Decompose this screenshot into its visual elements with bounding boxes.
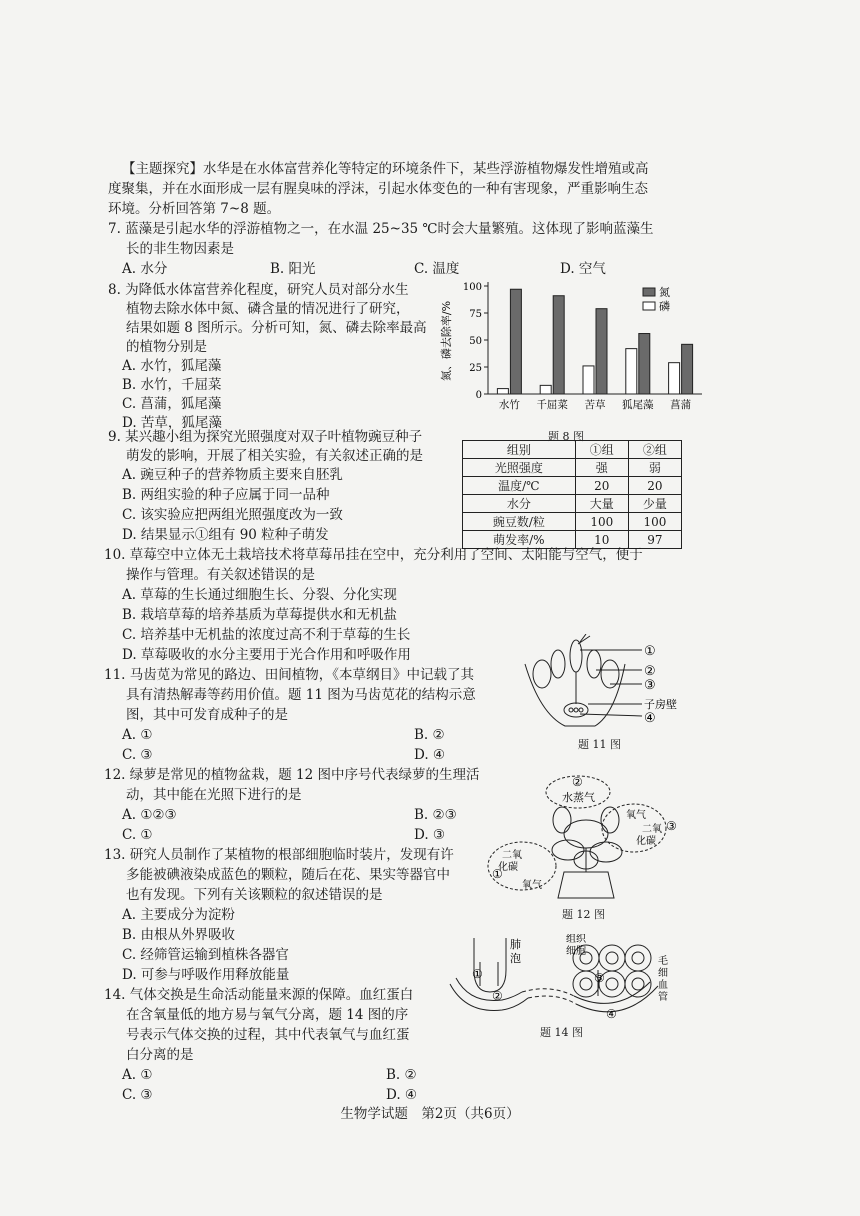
fig12-label-co2-out-1: 二氧	[642, 824, 662, 835]
petal-left	[533, 660, 551, 688]
table-cell: 20	[628, 477, 681, 495]
q13-stem-1: 13. 研究人员制作了某植物的根部细胞临时装片，发现有许	[104, 847, 454, 863]
x-tick-label: 水竹	[498, 399, 520, 411]
q14-stem-1: 14. 气体交换是生命活动能量来源的保障。血红蛋白	[104, 987, 414, 1003]
tissue-cell	[599, 945, 625, 971]
table-header-cell: 组别	[463, 441, 576, 459]
fig11-label-2: ②	[644, 664, 656, 679]
fig14-label-capillary-4: 管	[658, 992, 668, 1003]
q8-option-a[interactable]: A. 水竹，狐尾藻	[122, 358, 222, 374]
q8-stem-1: 8. 为降低水体富营养化程度，研究人员对部分水生	[108, 282, 409, 298]
bar-phosphorus	[497, 389, 508, 394]
table-cell: 豌豆数/粒	[463, 513, 576, 531]
figure-12-caption: 题 12 图	[562, 908, 605, 921]
table-cell: 少量	[628, 495, 681, 513]
fig14-label-4: ④	[606, 1007, 617, 1021]
capillary-lower-left	[450, 984, 528, 1010]
bar-nitrogen	[596, 309, 607, 394]
q12-option-b[interactable]: B. ②③	[414, 807, 457, 823]
q9-stem-1: 9. 某兴趣小组为探究光照强度对双子叶植物豌豆种子	[108, 429, 423, 445]
table-row	[463, 477, 682, 495]
legend-swatch-phosphorus	[643, 302, 655, 310]
figure-12-plant-diagram	[486, 768, 686, 908]
q8-option-d[interactable]: D. 苦草，狐尾藻	[122, 415, 222, 431]
fig11-label-ovary-wall: 子房壁	[644, 698, 677, 711]
fig12-label-oxygen-in: 氧气	[626, 810, 646, 821]
q11-option-b[interactable]: B. ②	[414, 727, 445, 743]
table-header-row	[463, 441, 682, 459]
fig14-label-capillary-3: 血	[658, 980, 668, 991]
bar-phosphorus	[540, 385, 551, 394]
q14-stem-4: 白分离的是	[126, 1047, 194, 1063]
q7-option-b[interactable]: B. 阳光	[270, 261, 316, 277]
bar-nitrogen	[639, 334, 650, 394]
fig11-label-4: ④	[644, 711, 656, 726]
bar-phosphorus	[669, 363, 680, 394]
figure-8-chart	[440, 276, 710, 426]
y-tick-label: 100	[462, 282, 482, 293]
q14-option-a[interactable]: A. ①	[122, 1067, 153, 1083]
q8-stem-2: 植物去除水体中氮、磷含量的情况进行了研究，	[126, 301, 410, 317]
chart-y-axis-label: 氮、磷去除率/%	[440, 300, 453, 382]
q10-option-a[interactable]: A. 草莓的生长通过细胞生长、分裂、分化实现	[122, 587, 397, 603]
fig12-label-water-vapor: 水蒸气	[562, 791, 595, 804]
q14-stem-2: 在含氧量低的地方易与氧气分离，题 14 图的序	[126, 1007, 409, 1023]
intro-line-1: 【主题探究】水华是在水体富营养化等特定的环境条件下，某些浮游植物爆发性增殖或高	[122, 161, 649, 177]
leaf	[553, 807, 571, 833]
table-row	[463, 495, 682, 513]
table-cell: 弱	[628, 459, 681, 477]
legend-label-nitrogen: 氮	[659, 286, 670, 299]
q14-option-c[interactable]: C. ③	[122, 1087, 153, 1103]
legend-swatch-nitrogen	[643, 288, 655, 296]
q9-stem-2: 萌发的影响，开展了相关实验，有关叙述正确的是	[126, 448, 423, 464]
fig14-label-2: ②	[492, 989, 503, 1003]
fig14-label-tissue-2: 细胞	[566, 946, 586, 957]
q11-option-a[interactable]: A. ①	[122, 727, 153, 743]
table-cell: 光照强度	[463, 459, 576, 477]
figure-11-caption: 题 11 图	[578, 738, 621, 751]
q8-stem-4: 的植物分别是	[126, 339, 207, 355]
intro-line-3: 环境。分析回答第 7~8 题。	[108, 201, 281, 217]
q11-stem-3: 图，其中可发育成种子的是	[126, 707, 288, 723]
table-header-cell: ①组	[575, 441, 628, 459]
stamen-left	[551, 650, 565, 678]
q14-stem-3: 号表示气体交换的过程，其中代表氧气与血红蛋	[126, 1027, 410, 1043]
q13-option-d[interactable]: D. 可参与呼吸作用释放能量	[122, 967, 290, 983]
capillary-upper-left	[456, 978, 522, 1001]
x-tick-label: 苦草	[584, 399, 606, 411]
fig12-label-co2-out-2: 化碳	[636, 836, 656, 847]
q11-option-c[interactable]: C. ③	[122, 747, 153, 763]
fig14-label-1: ①	[472, 967, 483, 981]
q11-stem-1: 11. 马齿苋为常见的路边、田间植物，《本草纲目》中记载了其	[104, 667, 475, 683]
q12-option-c[interactable]: C. ①	[122, 827, 153, 843]
figure-14-gas-exchange-diagram	[446, 934, 686, 1022]
fig14-label-alveolus-2: 泡	[510, 952, 521, 965]
x-tick-label: 菖蒲	[670, 399, 692, 411]
q8-option-c[interactable]: C. 菖蒲，狐尾藻	[122, 396, 222, 412]
fig14-label-capillary-1: 毛	[658, 956, 668, 967]
q9-option-d[interactable]: D. 结果显示①组有 90 粒种子萌发	[122, 527, 329, 543]
q9-option-c[interactable]: C. 该实验应把两组光照强度改为一致	[122, 507, 343, 523]
stamen-right	[587, 650, 601, 678]
bar-phosphorus	[626, 349, 637, 394]
fig12-label-co2-in-1: 二氧	[502, 850, 522, 861]
q12-stem-2: 动，其中能在光照下进行的是	[126, 787, 302, 803]
table-cell: 10	[575, 531, 628, 549]
fig14-label-tissue-1: 组织	[566, 934, 586, 945]
fig12-label-oxygen-out: 氧气	[522, 880, 542, 891]
fig14-label-alveolus-1: 肺	[510, 938, 521, 951]
q8-option-b[interactable]: B. 水竹，千屈菜	[122, 377, 222, 393]
leaf	[552, 840, 584, 860]
y-tick-label: 25	[469, 363, 482, 374]
q7-option-d[interactable]: D. 空气	[560, 261, 606, 277]
q13-option-c[interactable]: C. 经筛管运输到植株各器官	[122, 947, 289, 963]
q9-option-a[interactable]: A. 豌豆种子的营养物质主要来自胚乳	[122, 467, 343, 483]
y-tick-label: 50	[469, 336, 482, 347]
q13-stem-3: 也有发现。下列有关该颗粒的叙述错误的是	[126, 887, 383, 903]
table-cell: 100	[628, 513, 681, 531]
fig12-label-3: ③	[666, 819, 677, 833]
table-cell: 萌发率/%	[463, 531, 576, 549]
alveolus	[474, 938, 506, 992]
figure-14-caption: 题 14 图	[540, 1026, 583, 1039]
bar-phosphorus	[583, 366, 594, 394]
legend-label-phosphorus: 磷	[659, 300, 670, 313]
page-footer: 生物学试题 第2页（共6页）	[340, 1106, 520, 1122]
q10-option-c[interactable]: C. 培养基中无机盐的浓度过高不利于草莓的生长	[122, 627, 411, 643]
fig11-label-1: ①	[644, 644, 656, 659]
q10-option-d[interactable]: D. 草莓吸收的水分主要用于光合作用和呼吸作用	[122, 647, 411, 663]
q7-option-a[interactable]: A. 水分	[122, 261, 168, 277]
q13-option-a[interactable]: A. 主要成分为淀粉	[122, 907, 235, 923]
q8-stem-3: 结果如题 8 图所示。分析可知，氮、磷去除率最高	[126, 320, 427, 336]
bar-nitrogen	[682, 344, 693, 394]
capillary-upper-right	[574, 982, 650, 1003]
q12-option-a[interactable]: A. ①②③	[122, 807, 177, 823]
table-row	[463, 459, 682, 477]
q7-stem-1: 7. 蓝藻是引起水华的浮游植物之一，在水温 25~35 ℃时会大量繁殖。这体现了影响蓝藻生	[108, 221, 654, 237]
q11-option-d[interactable]: D. ④	[414, 747, 446, 763]
intro-line-2: 度聚集，并在水面形成一层有腥臭味的浮沫，引起水体变色的一种有害现象，严重影响生态	[108, 181, 648, 197]
q7-option-c[interactable]: C. 温度	[414, 261, 460, 277]
table-cell: 水分	[463, 495, 576, 513]
y-tick-label: 0	[475, 390, 482, 401]
ovary	[564, 703, 588, 717]
table-cell: 97	[628, 531, 681, 549]
x-tick-label: 狐尾藻	[622, 399, 654, 411]
figure-8-caption: 题 8 图	[548, 430, 584, 443]
fig11-label-3: ③	[644, 678, 656, 693]
experiment-table	[462, 440, 682, 549]
bar-nitrogen	[553, 296, 564, 394]
fig12-label-co2-in-2: 化碳	[498, 862, 518, 873]
table-cell: 大量	[575, 495, 628, 513]
plant-pot	[558, 872, 614, 898]
fig12-label-1: ①	[492, 867, 503, 881]
q13-option-b[interactable]: B. 由根从外界吸收	[122, 927, 236, 943]
q9-option-b[interactable]: B. 两组实验的种子应属于同一品种	[122, 487, 330, 503]
q11-stem-2: 具有清热解毒等药用价值。题 11 图为马齿苋花的结构示意	[126, 687, 476, 703]
stigma	[570, 640, 582, 672]
fig14-label-capillary-2: 细	[658, 968, 668, 979]
q14-option-d[interactable]: D. ④	[386, 1087, 418, 1103]
q14-option-b[interactable]: B. ②	[386, 1067, 417, 1083]
fig12-label-2: ②	[572, 775, 583, 789]
table-row	[463, 513, 682, 531]
fig14-label-3: ③	[594, 971, 605, 985]
tissue-cell	[625, 945, 651, 971]
figure-11-flower-diagram	[520, 634, 690, 734]
q13-stem-2: 多能被碘液染成蓝色的颗粒，随后在花、果实等器官中	[126, 867, 450, 883]
q12-stem-1: 12. 绿萝是常见的植物盆栽，题 12 图中序号代表绿萝的生理活	[104, 767, 480, 783]
leaf	[590, 842, 622, 862]
x-tick-label: 千屈菜	[536, 399, 568, 411]
table-header-cell: ②组	[628, 441, 681, 459]
tissue-cell	[625, 971, 651, 997]
table-cell: 100	[575, 513, 628, 531]
y-tick-label: 75	[469, 309, 482, 320]
table-cell: 强	[575, 459, 628, 477]
q12-option-d[interactable]: D. ③	[414, 827, 446, 843]
q10-stem-2: 操作与管理。有关叙述错误的是	[126, 567, 315, 583]
q10-stem-1: 10. 草莓空中立体无土栽培技术将草莓吊挂在空中，充分利用了空间、太阳能与空气，便于	[104, 547, 643, 563]
bar-nitrogen	[510, 289, 521, 394]
table-cell: 温度/℃	[463, 477, 576, 495]
q10-option-b[interactable]: B. 栽培草莓的培养基质为草莓提供水和无机盐	[122, 607, 398, 623]
q7-stem-2: 长的非生物因素是	[126, 241, 234, 257]
table-cell: 20	[575, 477, 628, 495]
